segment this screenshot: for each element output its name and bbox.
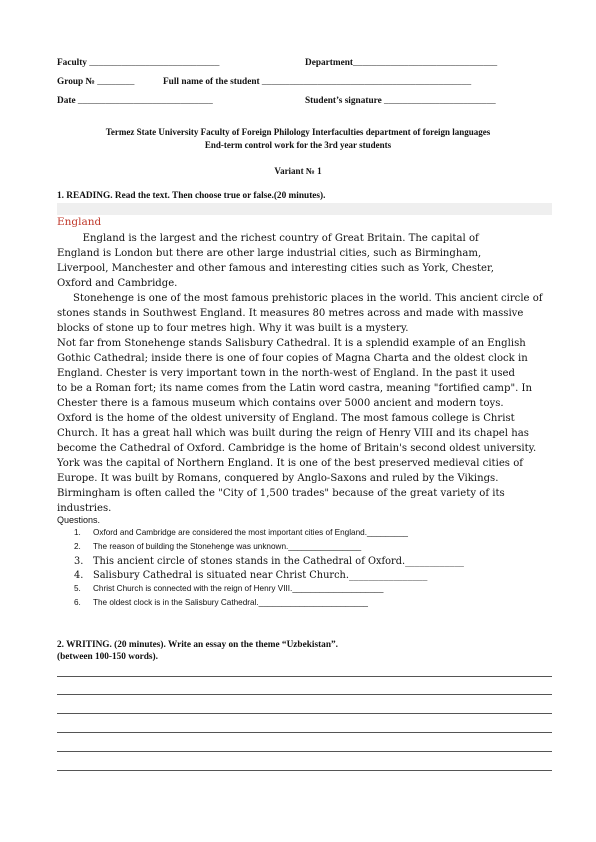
institution-line: Termez State University Faculty of Foreign Philology Interfaculties department of foreign languages [105,127,491,137]
group-blank[interactable]: ________ [97,77,135,87]
passage-line: York was the capital of Northern England. It is one of the best preserved medieval cities of [57,458,524,469]
passage-line: Oxford and Cambridge. [57,278,178,289]
passage-line: Oxford is the home of the oldest university of England. The most famous college is Christ [57,413,515,424]
passage-line: England is the largest and the richest country of Great Britain. The capital of [57,233,479,244]
question-text[interactable]: Christ Church is connected with the reign of Henry VIII.____________________ [93,584,384,593]
date-blank[interactable]: _____________________________ [77,96,213,106]
essay-answer-line[interactable] [57,732,552,733]
question-item[interactable] [74,542,554,556]
date-field[interactable] [57,96,213,106]
faculty-field[interactable] [57,58,219,68]
passage-line: become the Cathedral of Oxford. Cambridge is the home of Britain's second oldest university. [57,443,537,454]
fullname-blank[interactable]: _____________________________________________ [261,77,472,87]
passage-line: England is London but there are other large industrial cities, such as Birmingham, [57,248,482,259]
passage-line: to be a Roman fort; its name comes from the Latin word castra, meaning "fortified camp". In [57,383,533,394]
question-item[interactable] [74,584,554,598]
reading-heading: 1. READING. Read the text. Then choose true or false.(20 minutes). [57,191,326,201]
passage-line: Europe. It was built by Romans, conquered by Anglo-Saxons and ruled by the Vikings. [57,473,499,484]
question-number: 3. [74,556,84,567]
passage-line: England. Chester is very important town in the north-west of England. In the past it used [57,368,515,379]
passage-line: Liverpool, Manchester and other famous and interesting cities such as York, Chester, [57,263,494,274]
essay-answer-line[interactable] [57,770,552,771]
question-item[interactable] [74,570,554,584]
question-number: 5. [74,584,81,593]
question-item[interactable] [74,556,554,570]
question-number: 2. [74,542,81,551]
passage-line: Chester there is a famous museum which contains over 5000 ancient and modern toys. [57,398,504,409]
department-label: Department [305,58,354,68]
essay-answer-line[interactable] [57,676,552,677]
question-text[interactable]: Salisbury Cathedral is situated near Christ Church.________________ [93,570,428,581]
passage-line: Birmingham is often called the "City of 1,500 trades" because of the great variety of its [57,488,505,499]
question-number: 6. [74,598,81,607]
essay-answer-line[interactable] [57,751,552,752]
signature-field[interactable] [305,96,496,106]
passage-line: industries. [57,503,112,514]
question-text[interactable]: The oldest clock is in the Salisbury Cathedral.________________________ [93,598,368,607]
essay-answer-line[interactable] [57,713,552,714]
group-field[interactable] [57,77,134,87]
passage-line: Stonehenge is one of the most famous prehistoric places in the world. This ancient circle of [57,293,543,304]
reading-title: England [57,216,102,228]
date-label: Date [57,96,76,106]
department-field[interactable] [305,58,497,68]
faculty-blank[interactable]: ____________________________ [89,58,220,68]
writing-heading: 2. WRITING. (20 minutes). Write an essay on the theme “Uzbekistan”. [57,640,338,650]
reading-title-shading [57,203,552,215]
passage-line: stones stands in Southwest England. It measures 80 metres across and made with massive [57,308,524,319]
signature-label: Student’s signature [305,96,382,106]
fullname-label: Full name of the student [163,77,260,87]
essay-answer-line[interactable] [57,694,552,695]
passage-line: Not far from Stonehenge stands Salisbury Cathedral. It is a splendid example of an English [57,338,526,349]
variant-label: Variant № 1 [274,166,322,176]
group-label: Group № [57,77,95,87]
passage-line: blocks of stone up to four metres high. Why it was built is a mystery. [57,323,409,334]
faculty-label: Faculty [57,58,87,68]
writing-subheading: (between 100-150 words). [57,652,158,662]
question-number: 4. [74,570,84,581]
department-blank[interactable]: _______________________________ [353,58,498,68]
question-item[interactable] [74,598,554,612]
reading-passage [57,231,557,516]
question-item[interactable] [74,528,554,542]
question-text[interactable]: The reason of building the Stonehenge was unknown.________________ [93,542,362,551]
passage-line: Church. It has a great hall which was built during the reign of Henry VIII and its chapel has [57,428,529,439]
question-text[interactable]: Oxford and Cambridge are considered the most important cities of England._________ [93,528,408,537]
questions-label: Questions. [57,515,101,525]
fullname-field[interactable] [163,77,471,87]
question-number: 1. [74,528,81,537]
exam-line: End-term control work for the 3rd year students [204,140,392,150]
signature-blank[interactable]: ________________________ [384,96,496,106]
passage-line: Gothic Cathedral; inside there is one of four copies of Magna Charta and the oldest clock in [57,353,528,364]
questions-list [74,528,554,612]
question-text[interactable]: This ancient circle of stones stands in the Cathedral of Oxford.____________ [93,556,464,567]
